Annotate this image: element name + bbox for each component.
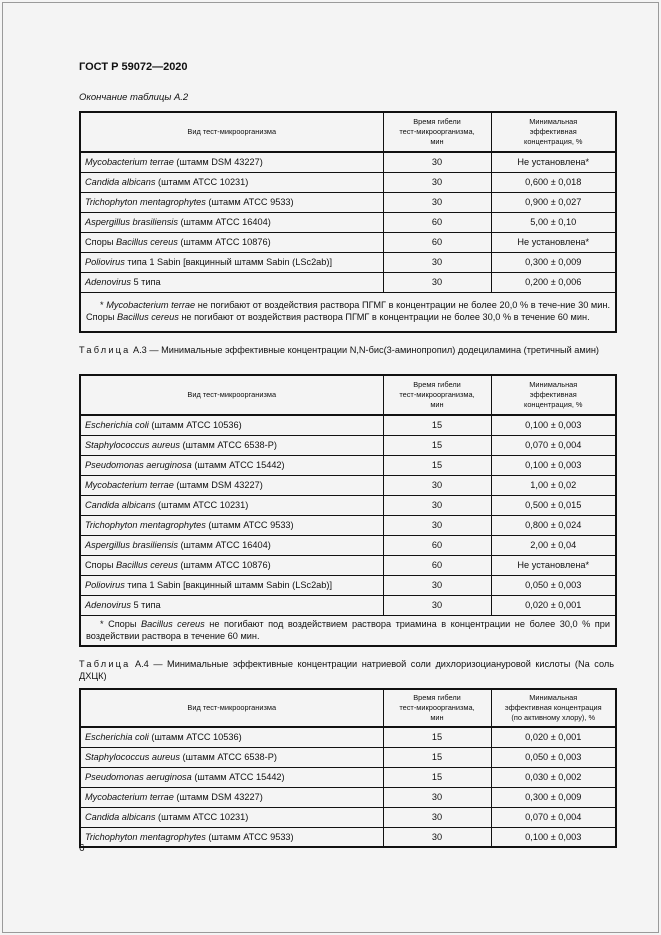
organism-cell bbox=[80, 807, 383, 827]
concentration-cell: Не установлена* bbox=[491, 232, 616, 252]
time-cell: 60 bbox=[383, 212, 491, 232]
time-cell: 15 bbox=[383, 415, 491, 435]
strain-info: (штамм DSM 43227) bbox=[173, 792, 263, 802]
organism-cell bbox=[80, 172, 383, 192]
table-row bbox=[80, 172, 616, 192]
organism-cell bbox=[80, 435, 383, 455]
strain-info: (штамм АТСС 9533) bbox=[205, 831, 294, 842]
col-header-time: Время гибели тест-микроорганизма, мин bbox=[383, 689, 491, 727]
table-row bbox=[80, 767, 616, 787]
time-cell: 30 bbox=[383, 495, 491, 515]
concentration-cell: 0,050 ± 0,003 bbox=[491, 575, 616, 595]
species-name: Staphylococcus aureus bbox=[85, 440, 180, 450]
time-cell: 30 bbox=[383, 575, 491, 595]
table-row bbox=[80, 435, 616, 455]
concentration-cell: 0,020 ± 0,001 bbox=[491, 727, 616, 747]
concentration-cell: Не установлена* bbox=[491, 555, 616, 575]
strain-info: (штамм АТСС 10876) bbox=[177, 560, 271, 570]
species-name: Bacillus cereus bbox=[116, 560, 178, 570]
col-header-time: Время гибели тест-микроорганизма, мин bbox=[383, 112, 491, 152]
table-a2-continuation-caption: Окончание таблицы А.2 bbox=[79, 92, 189, 103]
species-name: Trichophyton mentagrophytes bbox=[85, 520, 206, 530]
time-cell: 30 bbox=[383, 252, 491, 272]
table-a3-footnote: * Споры Bacillus cereus не погибают под воздействием раствора триамина в концентрации не более 30,0 % при воздействии раствора в течение 60 мин. bbox=[80, 615, 616, 646]
table-row bbox=[80, 555, 616, 575]
organism-cell bbox=[80, 415, 383, 435]
col-header-organism: Вид тест-микроорганизма bbox=[80, 375, 383, 415]
time-cell: 60 bbox=[383, 232, 491, 252]
table-row bbox=[80, 192, 616, 212]
time-cell: 15 bbox=[383, 747, 491, 767]
organism-prefix: Споры bbox=[85, 237, 116, 247]
time-cell: 30 bbox=[383, 152, 491, 172]
species-name: Adenovirus bbox=[85, 600, 131, 610]
table-row bbox=[80, 827, 616, 847]
table-row bbox=[80, 455, 616, 475]
organism-cell bbox=[80, 595, 383, 615]
table-row bbox=[80, 807, 616, 827]
table-row bbox=[80, 415, 616, 435]
page-number: 6 bbox=[79, 843, 85, 854]
species-name: Bacillus cereus bbox=[116, 237, 178, 247]
strain-info: 5 типа bbox=[130, 600, 161, 610]
strain-info: типа 1 Sabin [вакцинный штамм Sabin (LSc2ab)] bbox=[124, 580, 333, 590]
concentration-cell: 1,00 ± 0,02 bbox=[491, 475, 616, 495]
table-row bbox=[80, 272, 616, 292]
time-cell: 30 bbox=[383, 272, 491, 292]
strain-info: (штамм АТСС 10231) bbox=[155, 812, 249, 822]
concentration-cell: 0,800 ± 0,024 bbox=[491, 515, 616, 535]
strain-info: 5 типа bbox=[130, 277, 161, 287]
strain-info: (штамм АТСС 15442) bbox=[191, 772, 285, 782]
time-cell: 15 bbox=[383, 435, 491, 455]
species-name: Aspergillus brasiliensis bbox=[85, 217, 178, 227]
table-row bbox=[80, 252, 616, 272]
strain-info: (штамм АТСС 6538-Р) bbox=[180, 440, 277, 450]
organism-cell bbox=[80, 212, 383, 232]
concentration-cell: Не установлена* bbox=[491, 152, 616, 172]
concentration-cell: 0,900 ± 0,027 bbox=[491, 192, 616, 212]
col-header-concentration: Минимальная эффективная концентрация, % bbox=[491, 112, 616, 152]
organism-cell bbox=[80, 192, 383, 212]
species-name: Escherichia coli bbox=[85, 420, 149, 431]
organism-cell bbox=[80, 535, 383, 555]
organism-cell bbox=[80, 827, 383, 847]
organism-cell bbox=[80, 272, 383, 292]
col-header-time: Время гибели тест-микроорганизма, мин bbox=[383, 375, 491, 415]
organism-prefix: Споры bbox=[85, 560, 116, 570]
organism-cell bbox=[80, 555, 383, 575]
time-cell: 30 bbox=[383, 595, 491, 615]
col-header-organism: Вид тест-микроорганизма bbox=[80, 112, 383, 152]
strain-info: (штамм АТСС 6538-Р) bbox=[180, 752, 277, 762]
time-cell: 15 bbox=[383, 455, 491, 475]
species-name: Pseudomonas aeruginosa bbox=[85, 460, 192, 470]
organism-cell bbox=[80, 252, 383, 272]
strain-info: (штамм АТСС 15442) bbox=[191, 460, 285, 470]
time-cell: 30 bbox=[383, 807, 491, 827]
table-row bbox=[80, 515, 616, 535]
organism-cell bbox=[80, 515, 383, 535]
species-name: Trichophyton mentagrophytes bbox=[85, 197, 206, 207]
species-name: Adenovirus bbox=[85, 277, 131, 287]
organism-cell bbox=[80, 475, 383, 495]
concentration-cell: 0,070 ± 0,004 bbox=[491, 807, 616, 827]
strain-info: (штамм АТСС 9533) bbox=[205, 520, 294, 530]
table-a3-caption: Таблица А.3 — Минимальные эффективные концентрации N,N-бис(3-аминопропил) додециламина (третичный амин) bbox=[79, 345, 599, 355]
table-row bbox=[80, 232, 616, 252]
table-row bbox=[80, 475, 616, 495]
strain-info: (штамм АТСС 10231) bbox=[155, 177, 249, 187]
organism-cell bbox=[80, 495, 383, 515]
concentration-cell: 0,100 ± 0,003 bbox=[491, 827, 616, 847]
time-cell: 15 bbox=[383, 727, 491, 747]
species-name: Poliovirus bbox=[85, 580, 125, 590]
time-cell: 30 bbox=[383, 475, 491, 495]
strain-info: (штамм DSM 43227) bbox=[173, 480, 263, 490]
concentration-cell: 0,070 ± 0,004 bbox=[491, 435, 616, 455]
species-name: Mycobacterium terrae bbox=[85, 792, 174, 802]
concentration-cell: 0,500 ± 0,015 bbox=[491, 495, 616, 515]
concentration-cell: 0,300 ± 0,009 bbox=[491, 787, 616, 807]
organism-cell bbox=[80, 575, 383, 595]
table-row bbox=[80, 535, 616, 555]
species-name: Staphylococcus aureus bbox=[85, 752, 180, 762]
time-cell: 30 bbox=[383, 787, 491, 807]
strain-info: (штамм АТСС 10231) bbox=[155, 500, 249, 510]
concentration-cell: 0,300 ± 0,009 bbox=[491, 252, 616, 272]
species-name: Escherichia coli bbox=[85, 732, 149, 743]
strain-info: (штамм АТСС 10876) bbox=[177, 237, 271, 247]
strain-info: (штамм DSM 43227) bbox=[173, 157, 263, 168]
concentration-cell: 0,020 ± 0,001 bbox=[491, 595, 616, 615]
table-row bbox=[80, 495, 616, 515]
table-a4-caption: Таблица А.4 — Минимальные эффективные концентрации натриевой соли дихлоризоциануровой кислоты (Na соль ДХЦК) bbox=[79, 659, 614, 681]
strain-info: (штамм АТСС 16404) bbox=[177, 217, 271, 227]
time-cell: 30 bbox=[383, 172, 491, 192]
time-cell: 60 bbox=[383, 555, 491, 575]
species-name: Aspergillus brasiliensis bbox=[85, 540, 178, 550]
time-cell: 30 bbox=[383, 827, 491, 847]
concentration-cell: 0,600 ± 0,018 bbox=[491, 172, 616, 192]
concentration-cell: 0,050 ± 0,003 bbox=[491, 747, 616, 767]
species-name: Candida albicans bbox=[85, 812, 156, 822]
organism-cell bbox=[80, 747, 383, 767]
organism-cell bbox=[80, 767, 383, 787]
organism-cell bbox=[80, 787, 383, 807]
table-row bbox=[80, 747, 616, 767]
table-a4 bbox=[79, 688, 617, 848]
table-row bbox=[80, 595, 616, 615]
concentration-cell: 0,100 ± 0,003 bbox=[491, 415, 616, 435]
species-name: Trichophyton mentagrophytes bbox=[85, 831, 206, 842]
species-name: Pseudomonas aeruginosa bbox=[85, 772, 192, 782]
time-cell: 30 bbox=[383, 515, 491, 535]
table-row bbox=[80, 727, 616, 747]
table-row bbox=[80, 787, 616, 807]
strain-info: (штамм АТСС 9533) bbox=[205, 197, 294, 207]
table-a2-footnote: * Mycobacterium terrae не погибают от воздействия раствора ПГМГ в концентрации не более 20,0 % в тече-ние 30 мин. Споры Bacillus cereus не погибают от воздействия раствора ПГМГ в концентрации не более 30,0 % в течение 60 мин. bbox=[80, 292, 616, 332]
concentration-cell: 0,030 ± 0,002 bbox=[491, 767, 616, 787]
table-a2 bbox=[79, 111, 617, 333]
concentration-cell: 5,00 ± 0,10 bbox=[491, 212, 616, 232]
time-cell: 60 bbox=[383, 535, 491, 555]
table-row bbox=[80, 212, 616, 232]
concentration-cell: 2,00 ± 0,04 bbox=[491, 535, 616, 555]
time-cell: 30 bbox=[383, 192, 491, 212]
col-header-concentration: Минимальная эффективная концентрация, % bbox=[491, 375, 616, 415]
strain-info: (штамм АТСС 16404) bbox=[177, 540, 271, 550]
species-name: Poliovirus bbox=[85, 257, 125, 267]
strain-info: типа 1 Sabin [вакцинный штамм Sabin (LSc2ab)] bbox=[124, 257, 333, 267]
time-cell: 15 bbox=[383, 767, 491, 787]
table-row bbox=[80, 152, 616, 172]
strain-info: (штамм АТСС 10536) bbox=[148, 420, 242, 431]
species-name: Candida albicans bbox=[85, 177, 156, 187]
species-name: Mycobacterium terrae bbox=[85, 480, 174, 490]
species-name: Mycobacterium terrae bbox=[85, 157, 174, 168]
table-a3 bbox=[79, 374, 617, 647]
organism-cell bbox=[80, 455, 383, 475]
concentration-cell: 0,100 ± 0,003 bbox=[491, 455, 616, 475]
strain-info: (штамм АТСС 10536) bbox=[148, 732, 242, 743]
table-row bbox=[80, 575, 616, 595]
organism-cell bbox=[80, 152, 383, 172]
species-name: Candida albicans bbox=[85, 500, 156, 510]
col-header-concentration: Минимальная эффективная концентрация (по активному хлору), % bbox=[491, 689, 616, 727]
organism-cell bbox=[80, 232, 383, 252]
concentration-cell: 0,200 ± 0,006 bbox=[491, 272, 616, 292]
organism-cell bbox=[80, 727, 383, 747]
document-header: ГОСТ Р 59072—2020 bbox=[79, 61, 188, 73]
col-header-organism: Вид тест-микроорганизма bbox=[80, 689, 383, 727]
